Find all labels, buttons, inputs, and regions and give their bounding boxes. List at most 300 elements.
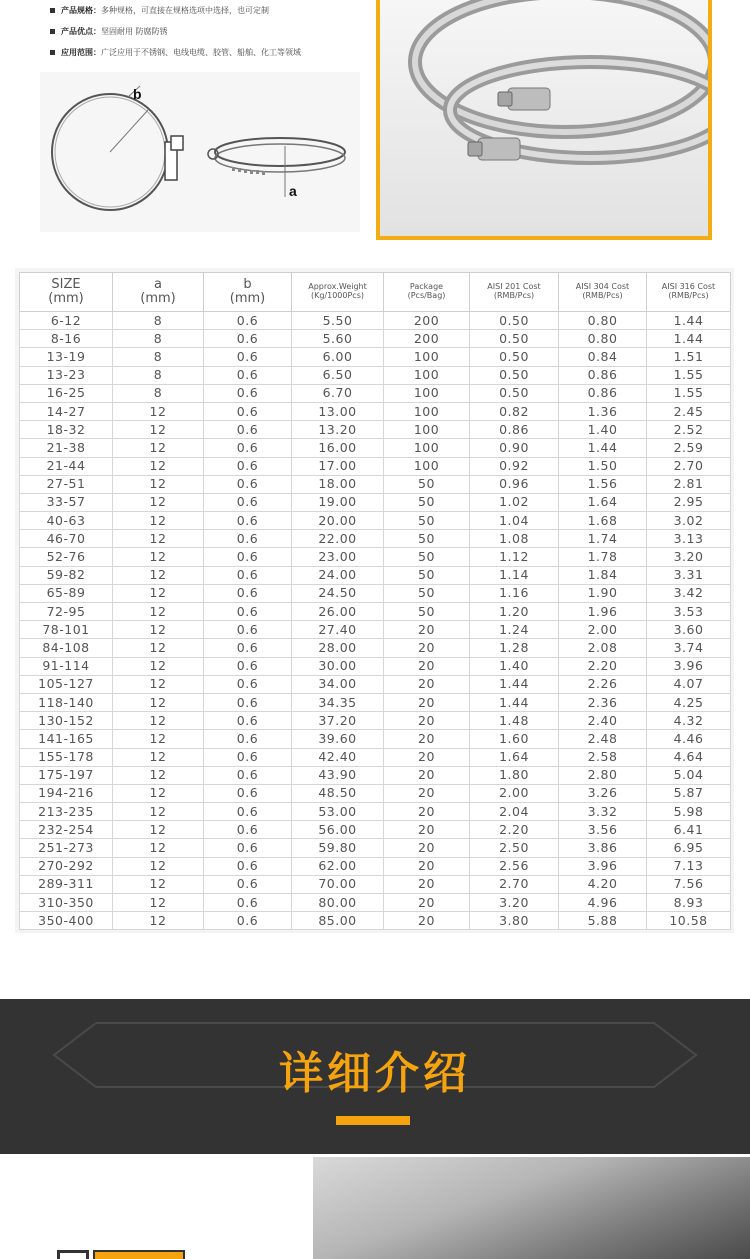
table-row bbox=[20, 803, 731, 821]
table-cell: 1.08 bbox=[470, 530, 559, 548]
table-cell: 2.36 bbox=[559, 693, 647, 711]
table-row bbox=[20, 621, 731, 639]
diagram-label-a: a bbox=[289, 183, 297, 199]
table-cell: 0.6 bbox=[204, 312, 292, 330]
table-cell: 0.6 bbox=[204, 766, 292, 784]
table-cell: 2.95 bbox=[647, 493, 731, 511]
table-cell: 2.00 bbox=[470, 784, 559, 802]
table-cell: 50 bbox=[384, 530, 470, 548]
table-cell: 0.6 bbox=[204, 366, 292, 384]
table-cell: 2.56 bbox=[470, 857, 559, 875]
table-row bbox=[20, 530, 731, 548]
table-cell: 1.64 bbox=[559, 493, 647, 511]
table-cell: 53.00 bbox=[292, 803, 384, 821]
dimension-diagram bbox=[40, 72, 360, 232]
table-cell: 12 bbox=[113, 621, 204, 639]
section-banner bbox=[0, 999, 750, 1154]
tag-dark-block bbox=[57, 1250, 89, 1259]
table-row bbox=[20, 784, 731, 802]
table-cell: 12 bbox=[113, 712, 204, 730]
table-cell: 2.70 bbox=[470, 875, 559, 893]
table-cell: 0.92 bbox=[470, 457, 559, 475]
table-cell: 20 bbox=[384, 857, 470, 875]
detail-photo bbox=[313, 1157, 750, 1259]
column-header-title: Approx.Weight bbox=[308, 282, 367, 292]
table-cell: 12 bbox=[113, 748, 204, 766]
table-cell: 21-38 bbox=[20, 439, 113, 457]
table-cell: 20 bbox=[384, 748, 470, 766]
table-row bbox=[20, 693, 731, 711]
table-cell: 12 bbox=[113, 693, 204, 711]
table-cell: 0.82 bbox=[470, 402, 559, 420]
table-cell: 100 bbox=[384, 421, 470, 439]
table-cell: 24.00 bbox=[292, 566, 384, 584]
table-cell: 0.6 bbox=[204, 748, 292, 766]
table-cell: 59.80 bbox=[292, 839, 384, 857]
table-cell: 1.44 bbox=[647, 312, 731, 330]
table-cell: 200 bbox=[384, 312, 470, 330]
table-cell: 0.6 bbox=[204, 348, 292, 366]
table-row bbox=[20, 548, 731, 566]
table-cell: 0.6 bbox=[204, 530, 292, 548]
table-cell: 24.50 bbox=[292, 584, 384, 602]
table-cell: 12 bbox=[113, 875, 204, 893]
table-cell: 100 bbox=[384, 402, 470, 420]
table-cell: 50 bbox=[384, 603, 470, 621]
column-header-unit: (RMB/Pcs) bbox=[668, 291, 709, 300]
table-row bbox=[20, 675, 731, 693]
table-cell: 0.6 bbox=[204, 603, 292, 621]
table-cell: 12 bbox=[113, 766, 204, 784]
table-cell: 12 bbox=[113, 730, 204, 748]
table-row bbox=[20, 712, 731, 730]
table-row bbox=[20, 493, 731, 511]
table-cell: 48.50 bbox=[292, 784, 384, 802]
table-cell: 0.6 bbox=[204, 384, 292, 402]
table-cell: 0.6 bbox=[204, 803, 292, 821]
table-cell: 50 bbox=[384, 512, 470, 530]
table-cell: 12 bbox=[113, 584, 204, 602]
table-cell: 27.40 bbox=[292, 621, 384, 639]
table-row bbox=[20, 730, 731, 748]
table-cell: 34.00 bbox=[292, 675, 384, 693]
table-cell: 213-235 bbox=[20, 803, 113, 821]
table-cell: 18-32 bbox=[20, 421, 113, 439]
column-header-title: Package bbox=[409, 282, 444, 292]
table-cell: 0.6 bbox=[204, 639, 292, 657]
table-cell: 46-70 bbox=[20, 530, 113, 548]
table-row bbox=[20, 402, 731, 420]
table-cell: 12 bbox=[113, 675, 204, 693]
table-cell: 8-16 bbox=[20, 330, 113, 348]
column-header bbox=[470, 273, 559, 312]
table-cell: 26.00 bbox=[292, 603, 384, 621]
table-cell: 72-95 bbox=[20, 603, 113, 621]
table-cell: 30.00 bbox=[292, 657, 384, 675]
table-cell: 1.28 bbox=[470, 639, 559, 657]
spec-table-panel bbox=[15, 268, 734, 933]
table-cell: 3.53 bbox=[647, 603, 731, 621]
bullet-icon bbox=[50, 8, 55, 13]
info-text: 广泛应用于不锈钢、电线电缆、胶管、船舶、化工等领域 bbox=[101, 48, 301, 57]
table-cell: 20.00 bbox=[292, 512, 384, 530]
table-cell: 20 bbox=[384, 821, 470, 839]
table-cell: 0.6 bbox=[204, 912, 292, 930]
table-cell: 4.25 bbox=[647, 693, 731, 711]
table-cell: 3.31 bbox=[647, 566, 731, 584]
table-cell: 100 bbox=[384, 366, 470, 384]
table-cell: 0.6 bbox=[204, 548, 292, 566]
table-cell: 1.60 bbox=[470, 730, 559, 748]
table-row bbox=[20, 421, 731, 439]
column-header-unit: (RMB/Pcs) bbox=[582, 291, 623, 300]
table-row bbox=[20, 894, 731, 912]
table-cell: 2.48 bbox=[559, 730, 647, 748]
table-cell: 50 bbox=[384, 584, 470, 602]
table-cell: 12 bbox=[113, 402, 204, 420]
table-cell: 0.6 bbox=[204, 821, 292, 839]
table-cell: 0.80 bbox=[559, 312, 647, 330]
table-cell: 5.04 bbox=[647, 766, 731, 784]
table-cell: 3.42 bbox=[647, 584, 731, 602]
table-cell: 6-12 bbox=[20, 312, 113, 330]
column-header bbox=[20, 273, 113, 312]
column-header-title: a bbox=[154, 276, 162, 292]
table-cell: 0.6 bbox=[204, 493, 292, 511]
table-cell: 0.6 bbox=[204, 657, 292, 675]
table-cell: 13.20 bbox=[292, 421, 384, 439]
table-cell: 1.48 bbox=[470, 712, 559, 730]
table-cell: 0.50 bbox=[470, 384, 559, 402]
table-cell: 59-82 bbox=[20, 566, 113, 584]
table-cell: 3.96 bbox=[647, 657, 731, 675]
table-cell: 289-311 bbox=[20, 875, 113, 893]
table-cell: 20 bbox=[384, 675, 470, 693]
table-cell: 0.6 bbox=[204, 621, 292, 639]
table-cell: 310-350 bbox=[20, 894, 113, 912]
table-cell: 20 bbox=[384, 803, 470, 821]
table-cell: 20 bbox=[384, 712, 470, 730]
table-cell: 2.20 bbox=[559, 657, 647, 675]
table-cell: 100 bbox=[384, 439, 470, 457]
info-label: 应用范围： bbox=[61, 48, 101, 57]
table-cell: 3.60 bbox=[647, 621, 731, 639]
table-cell: 1.64 bbox=[470, 748, 559, 766]
table-cell: 5.98 bbox=[647, 803, 731, 821]
table-cell: 6.95 bbox=[647, 839, 731, 857]
table-cell: 194-216 bbox=[20, 784, 113, 802]
table-cell: 2.52 bbox=[647, 421, 731, 439]
table-cell: 3.32 bbox=[559, 803, 647, 821]
table-cell: 8 bbox=[113, 330, 204, 348]
table-cell: 2.50 bbox=[470, 839, 559, 857]
table-cell: 2.45 bbox=[647, 402, 731, 420]
table-cell: 0.6 bbox=[204, 875, 292, 893]
table-row bbox=[20, 348, 731, 366]
table-row bbox=[20, 457, 731, 475]
table-row bbox=[20, 330, 731, 348]
table-row bbox=[20, 312, 731, 330]
table-cell: 3.13 bbox=[647, 530, 731, 548]
table-cell: 12 bbox=[113, 457, 204, 475]
table-cell: 251-273 bbox=[20, 839, 113, 857]
table-cell: 1.56 bbox=[559, 475, 647, 493]
table-cell: 0.6 bbox=[204, 330, 292, 348]
column-header-title: AISI 304 Cost bbox=[575, 282, 630, 292]
table-cell: 20 bbox=[384, 693, 470, 711]
tag-orange-block bbox=[93, 1250, 185, 1259]
table-cell: 141-165 bbox=[20, 730, 113, 748]
section-title: 详细介绍 bbox=[279, 1048, 471, 1099]
table-cell: 3.02 bbox=[647, 512, 731, 530]
table-cell: 1.51 bbox=[647, 348, 731, 366]
table-cell: 1.36 bbox=[559, 402, 647, 420]
table-header-row bbox=[20, 273, 731, 312]
table-row bbox=[20, 439, 731, 457]
table-cell: 91-114 bbox=[20, 657, 113, 675]
table-cell: 37.20 bbox=[292, 712, 384, 730]
table-cell: 70.00 bbox=[292, 875, 384, 893]
table-cell: 20 bbox=[384, 784, 470, 802]
column-header bbox=[292, 273, 384, 312]
table-row bbox=[20, 657, 731, 675]
product-info bbox=[48, 4, 368, 67]
table-cell: 28.00 bbox=[292, 639, 384, 657]
table-cell: 0.6 bbox=[204, 421, 292, 439]
table-cell: 1.74 bbox=[559, 530, 647, 548]
info-text: 坚固耐用 防腐防锈 bbox=[101, 27, 168, 36]
table-cell: 7.13 bbox=[647, 857, 731, 875]
table-row bbox=[20, 603, 731, 621]
table-cell: 39.60 bbox=[292, 730, 384, 748]
table-cell: 3.20 bbox=[647, 548, 731, 566]
column-header bbox=[204, 273, 292, 312]
info-row-spec bbox=[48, 4, 368, 25]
table-cell: 1.20 bbox=[470, 603, 559, 621]
table-cell: 0.6 bbox=[204, 566, 292, 584]
table-cell: 5.88 bbox=[559, 912, 647, 930]
column-header-title: AISI 316 Cost bbox=[661, 282, 716, 292]
table-cell: 0.6 bbox=[204, 784, 292, 802]
table-cell: 0.50 bbox=[470, 348, 559, 366]
table-cell: 13.00 bbox=[292, 402, 384, 420]
table-cell: 50 bbox=[384, 566, 470, 584]
table-cell: 50 bbox=[384, 475, 470, 493]
table-cell: 0.6 bbox=[204, 402, 292, 420]
table-cell: 4.32 bbox=[647, 712, 731, 730]
table-cell: 84-108 bbox=[20, 639, 113, 657]
table-cell: 12 bbox=[113, 530, 204, 548]
table-cell: 2.70 bbox=[647, 457, 731, 475]
table-cell: 0.90 bbox=[470, 439, 559, 457]
title-underline bbox=[336, 1116, 410, 1125]
info-label: 产品规格： bbox=[61, 6, 101, 15]
table-cell: 0.86 bbox=[559, 384, 647, 402]
table-cell: 1.96 bbox=[559, 603, 647, 621]
table-cell: 2.80 bbox=[559, 766, 647, 784]
table-row bbox=[20, 839, 731, 857]
table-cell: 0.50 bbox=[470, 312, 559, 330]
table-cell: 232-254 bbox=[20, 821, 113, 839]
table-cell: 27-51 bbox=[20, 475, 113, 493]
table-row bbox=[20, 912, 731, 930]
table-cell: 16.00 bbox=[292, 439, 384, 457]
table-row bbox=[20, 857, 731, 875]
bullet-icon bbox=[50, 50, 55, 55]
table-row bbox=[20, 366, 731, 384]
table-cell: 20 bbox=[384, 839, 470, 857]
table-cell: 4.07 bbox=[647, 675, 731, 693]
bullet-icon bbox=[50, 29, 55, 34]
column-header-title: b bbox=[243, 276, 252, 292]
table-row bbox=[20, 875, 731, 893]
table-cell: 3.80 bbox=[470, 912, 559, 930]
table-cell: 8 bbox=[113, 312, 204, 330]
info-row-application bbox=[48, 46, 368, 67]
table-cell: 0.6 bbox=[204, 839, 292, 857]
info-row-advantage bbox=[48, 25, 368, 46]
table-cell: 12 bbox=[113, 657, 204, 675]
table-cell: 16-25 bbox=[20, 384, 113, 402]
table-cell: 0.6 bbox=[204, 475, 292, 493]
column-header-title: SIZE bbox=[51, 276, 81, 292]
table-cell: 52-76 bbox=[20, 548, 113, 566]
table-cell: 19.00 bbox=[292, 493, 384, 511]
table-cell: 1.04 bbox=[470, 512, 559, 530]
table-cell: 12 bbox=[113, 603, 204, 621]
table-cell: 1.55 bbox=[647, 366, 731, 384]
table-cell: 1.44 bbox=[559, 439, 647, 457]
table-cell: 6.41 bbox=[647, 821, 731, 839]
table-cell: 13-19 bbox=[20, 348, 113, 366]
column-header-unit: (mm) bbox=[140, 291, 176, 306]
column-header bbox=[384, 273, 470, 312]
table-cell: 0.6 bbox=[204, 894, 292, 912]
table-cell: 12 bbox=[113, 639, 204, 657]
table-cell: 12 bbox=[113, 784, 204, 802]
table-cell: 2.08 bbox=[559, 639, 647, 657]
table-cell: 3.96 bbox=[559, 857, 647, 875]
table-cell: 0.6 bbox=[204, 584, 292, 602]
table-cell: 12 bbox=[113, 421, 204, 439]
table-row bbox=[20, 639, 731, 657]
table-cell: 42.40 bbox=[292, 748, 384, 766]
table-cell: 20 bbox=[384, 766, 470, 784]
table-cell: 0.96 bbox=[470, 475, 559, 493]
hose-clamp-diagram bbox=[40, 72, 360, 232]
detail-label-tag bbox=[57, 1250, 185, 1259]
table-body bbox=[20, 312, 731, 930]
table-cell: 62.00 bbox=[292, 857, 384, 875]
table-cell: 1.55 bbox=[647, 384, 731, 402]
table-cell: 80.00 bbox=[292, 894, 384, 912]
table-cell: 0.86 bbox=[470, 421, 559, 439]
hose-clamp-photo bbox=[380, 0, 712, 240]
table-cell: 12 bbox=[113, 857, 204, 875]
table-cell: 3.74 bbox=[647, 639, 731, 657]
table-cell: 2.58 bbox=[559, 748, 647, 766]
table-cell: 6.00 bbox=[292, 348, 384, 366]
table-cell: 8 bbox=[113, 366, 204, 384]
table-cell: 3.20 bbox=[470, 894, 559, 912]
table-cell: 12 bbox=[113, 912, 204, 930]
column-header-unit: (RMB/Pcs) bbox=[493, 291, 535, 300]
table-cell: 12 bbox=[113, 803, 204, 821]
table-cell: 100 bbox=[384, 348, 470, 366]
table-cell: 8 bbox=[113, 384, 204, 402]
table-cell: 3.26 bbox=[559, 784, 647, 802]
table-cell: 12 bbox=[113, 566, 204, 584]
table-cell: 5.87 bbox=[647, 784, 731, 802]
table-cell: 4.20 bbox=[559, 875, 647, 893]
table-cell: 0.6 bbox=[204, 730, 292, 748]
table-cell: 0.80 bbox=[559, 330, 647, 348]
table-cell: 0.6 bbox=[204, 457, 292, 475]
table-cell: 12 bbox=[113, 548, 204, 566]
table-cell: 12 bbox=[113, 493, 204, 511]
table-cell: 2.04 bbox=[470, 803, 559, 821]
table-cell: 5.50 bbox=[292, 312, 384, 330]
table-cell: 20 bbox=[384, 639, 470, 657]
table-cell: 1.14 bbox=[470, 566, 559, 584]
product-photo bbox=[376, 0, 712, 240]
table-cell: 0.6 bbox=[204, 439, 292, 457]
table-cell: 1.84 bbox=[559, 566, 647, 584]
table-cell: 1.80 bbox=[470, 766, 559, 784]
table-row bbox=[20, 512, 731, 530]
table-cell: 17.00 bbox=[292, 457, 384, 475]
table-cell: 50 bbox=[384, 493, 470, 511]
table-cell: 1.12 bbox=[470, 548, 559, 566]
table-cell: 12 bbox=[113, 475, 204, 493]
table-cell: 14-27 bbox=[20, 402, 113, 420]
table-cell: 1.68 bbox=[559, 512, 647, 530]
table-cell: 1.16 bbox=[470, 584, 559, 602]
table-cell: 20 bbox=[384, 912, 470, 930]
table-cell: 1.44 bbox=[470, 693, 559, 711]
table-cell: 4.64 bbox=[647, 748, 731, 766]
table-cell: 12 bbox=[113, 821, 204, 839]
table-cell: 1.78 bbox=[559, 548, 647, 566]
column-header-unit: (mm) bbox=[48, 291, 84, 306]
table-row bbox=[20, 766, 731, 784]
table-cell: 0.86 bbox=[559, 366, 647, 384]
table-cell: 4.46 bbox=[647, 730, 731, 748]
table-cell: 20 bbox=[384, 657, 470, 675]
table-cell: 0.6 bbox=[204, 693, 292, 711]
column-header bbox=[559, 273, 647, 312]
table-cell: 10.58 bbox=[647, 912, 731, 930]
table-cell: 12 bbox=[113, 439, 204, 457]
table-cell: 43.90 bbox=[292, 766, 384, 784]
table-cell: 200 bbox=[384, 330, 470, 348]
table-cell: 33-57 bbox=[20, 493, 113, 511]
table-row bbox=[20, 475, 731, 493]
column-header-title: AISI 201 Cost bbox=[487, 282, 541, 292]
table-cell: 7.56 bbox=[647, 875, 731, 893]
table-cell: 20 bbox=[384, 875, 470, 893]
table-cell: 8.93 bbox=[647, 894, 731, 912]
table-cell: 0.6 bbox=[204, 512, 292, 530]
table-cell: 12 bbox=[113, 512, 204, 530]
table-cell: 0.50 bbox=[470, 330, 559, 348]
table-cell: 56.00 bbox=[292, 821, 384, 839]
table-cell: 2.59 bbox=[647, 439, 731, 457]
table-row bbox=[20, 384, 731, 402]
table-cell: 3.56 bbox=[559, 821, 647, 839]
column-header-unit: (Kg/1000Pcs) bbox=[310, 291, 364, 300]
table-cell: 2.40 bbox=[559, 712, 647, 730]
